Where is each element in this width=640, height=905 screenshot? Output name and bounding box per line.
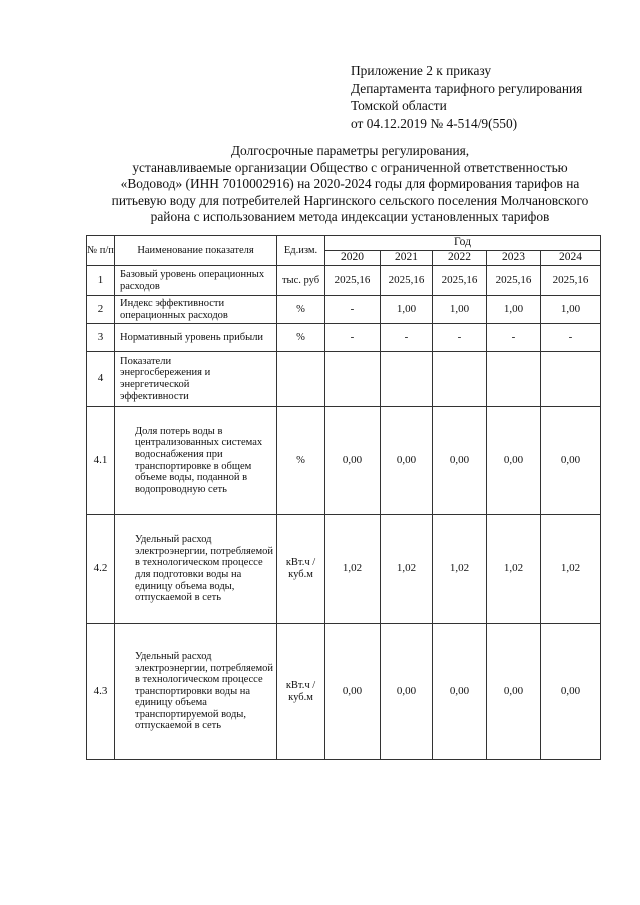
row-name: Удельный расход электроэнергии, потребляемой в технологическом процессе транспортировки воды на единицу объема транспортируемой воды, отпускаемой в сеть: [115, 624, 277, 760]
title-line: питьевую воду для потребителей Наргинского сельского поселения Молчановского: [111, 192, 589, 208]
header-year-group: Год: [325, 236, 601, 251]
row-value: -: [325, 324, 381, 352]
header-year: 2022: [433, 251, 487, 266]
row-name: Нормативный уровень прибыли: [115, 324, 277, 352]
row-value: -: [487, 324, 541, 352]
row-value: 2025,16: [381, 266, 433, 296]
row-value: [487, 352, 541, 407]
row-value: 0,00: [487, 407, 541, 515]
row-num: 4: [87, 352, 115, 407]
table-row: [87, 324, 601, 352]
row-unit: тыс. руб: [277, 266, 325, 296]
row-name: Доля потерь воды в централизованных системах водоснабжения при транспортировке в общем объеме воды, поданной в водопроводную сеть: [115, 407, 277, 515]
approval-line: Томской области: [351, 98, 447, 113]
row-unit: %: [277, 296, 325, 324]
row-value: 2025,16: [487, 266, 541, 296]
title-line: района с использованием метода индексации установленных тарифов: [150, 209, 550, 224]
row-value: 0,00: [433, 624, 487, 760]
header-unit: Ед.изм.: [277, 236, 325, 266]
row-unit: кВт.ч / куб.м: [277, 624, 325, 760]
row-value: 0,00: [325, 407, 381, 515]
row-value: -: [381, 324, 433, 352]
row-value: 0,00: [381, 407, 433, 515]
approval-line: Департамента тарифного регулирования: [351, 80, 583, 96]
row-value: 2025,16: [433, 266, 487, 296]
header-num: № п/п: [87, 236, 115, 266]
row-value: -: [325, 296, 381, 324]
row-value: -: [541, 324, 601, 352]
title-line: «Водовод» (ИНН 7010002916) на 2020-2024 годы для формирования тарифов на: [120, 176, 580, 191]
row-value: [325, 352, 381, 407]
row-num: 4.1: [87, 407, 115, 515]
row-name: Индекс эффективности операционных расходов: [115, 296, 277, 324]
parameters-table: [86, 235, 601, 760]
row-name: Удельный расход электроэнергии, потребляемой в технологическом процессе для подготовки воды на единицу объема воды, отпускаемой в сеть: [115, 515, 277, 624]
table-row: [87, 407, 601, 515]
row-value: [433, 352, 487, 407]
row-num: 1: [87, 266, 115, 296]
header-year: 2024: [541, 251, 601, 266]
row-value: -: [433, 324, 487, 352]
row-unit: [277, 352, 325, 407]
header-name: Наименование показателя: [115, 236, 277, 266]
row-num: 3: [87, 324, 115, 352]
approval-line: от 04.12.2019 № 4-514/9(550): [351, 115, 518, 131]
table-row: [87, 296, 601, 324]
row-value: 1,02: [433, 515, 487, 624]
row-value: 0,00: [433, 407, 487, 515]
row-value: 2025,16: [541, 266, 601, 296]
approval-line: Приложение 2 к приказу: [351, 63, 492, 78]
row-value: 1,02: [541, 515, 601, 624]
header-year: 2021: [381, 251, 433, 266]
row-num: 4.3: [87, 624, 115, 760]
row-value: 0,00: [381, 624, 433, 760]
table-row: [87, 515, 601, 624]
header-year: 2020: [325, 251, 381, 266]
row-num: 4.2: [87, 515, 115, 624]
title-line: устанавливаемые организации Общество с ограниченной ответственностью: [132, 159, 568, 175]
row-unit: кВт.ч / куб.м: [277, 515, 325, 624]
row-value: 0,00: [487, 624, 541, 760]
row-value: 1,00: [541, 296, 601, 324]
approval-block: [351, 62, 582, 132]
table-row: [87, 352, 601, 407]
row-unit: %: [277, 324, 325, 352]
row-value: 1,02: [381, 515, 433, 624]
row-value: 1,02: [487, 515, 541, 624]
document-title: [90, 143, 610, 226]
row-num: 2: [87, 296, 115, 324]
row-unit: %: [277, 407, 325, 515]
table-header-row: [87, 236, 601, 251]
row-name: Показатели энергосбережения и энергетической эффективности: [115, 352, 277, 407]
title-line: Долгосрочные параметры регулирования,: [230, 143, 470, 158]
row-value: 1,00: [381, 296, 433, 324]
row-value: 1,02: [325, 515, 381, 624]
row-value: 1,00: [487, 296, 541, 324]
table-row: [87, 266, 601, 296]
row-value: 0,00: [325, 624, 381, 760]
table-row: [87, 624, 601, 760]
row-value: 0,00: [541, 624, 601, 760]
row-value: 2025,16: [325, 266, 381, 296]
row-value: 1,00: [433, 296, 487, 324]
row-value: 0,00: [541, 407, 601, 515]
row-value: [541, 352, 601, 407]
row-value: [381, 352, 433, 407]
header-year: 2023: [487, 251, 541, 266]
row-name: Базовый уровень операционных расходов: [115, 266, 277, 296]
